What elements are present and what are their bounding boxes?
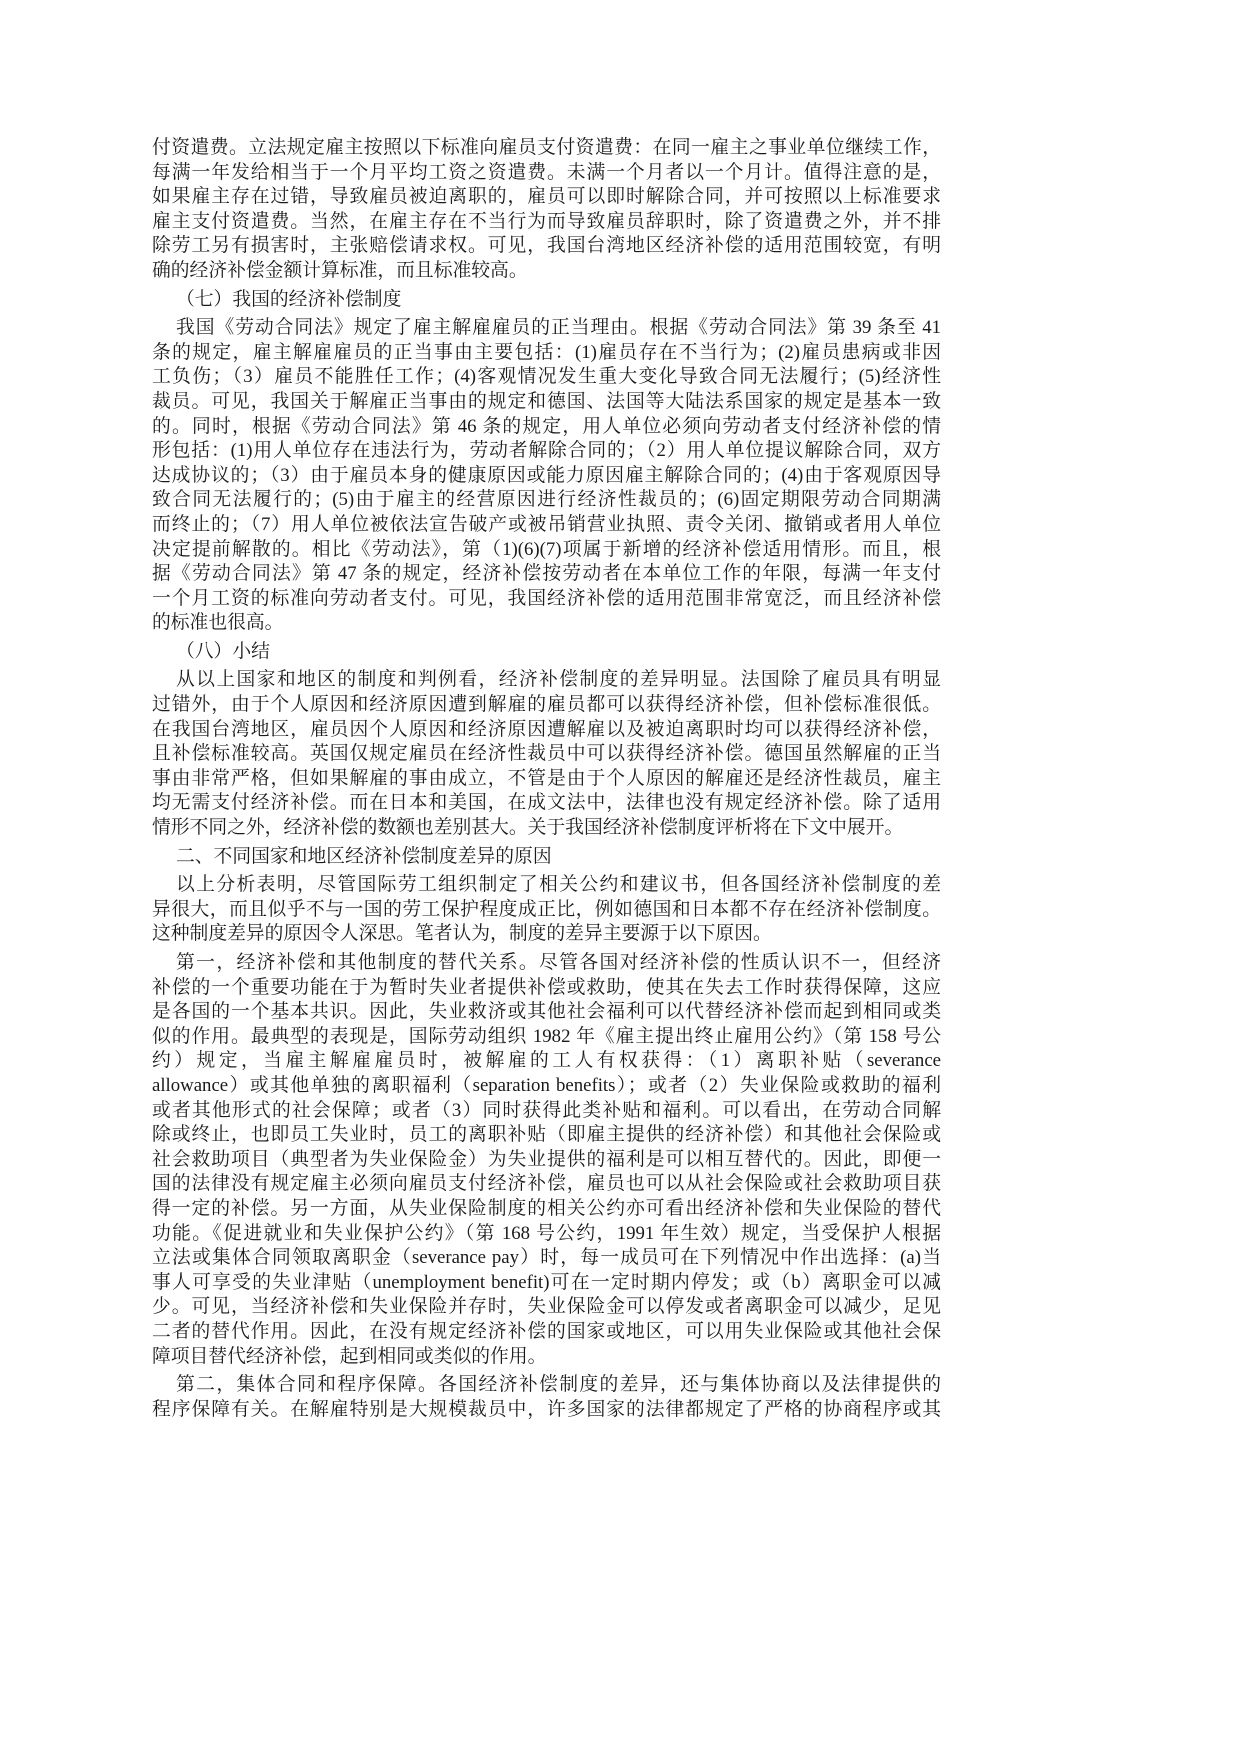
paragraph-line: 障项目替代经济补偿，起到相同或类似的作用。 (152, 1345, 547, 1367)
paragraph-line: allowance）或其他单独的离职福利（separation benefits）；或者（2）失业保险或救助的福利 (152, 1074, 941, 1096)
section-heading-text: （八）小结 (176, 640, 270, 662)
paragraph (152, 668, 941, 840)
paragraph-line: 除劳工另有损害时，主张赔偿请求权。可见，我国台湾地区经济补偿的适用范围较宽，有明 (152, 235, 941, 257)
paragraph-line: 工负伤；（3）雇员不能胜任工作；(4)客观情况发生重大变化导致合同无法履行；(5)经济性 (152, 366, 941, 388)
paragraph-line: 第二，集体合同和程序保障。各国经济补偿制度的差异，还与集体协商以及法律提供的 (176, 1374, 941, 1396)
paragraph-line: 的。同时，根据《劳动合同法》第 46 条的规定，用人单位必须向劳动者支付经济补偿的情 (152, 415, 941, 437)
paragraph (152, 316, 941, 636)
section-heading (152, 288, 941, 313)
paragraph-line: 二者的替代作用。因此，在没有规定经济补偿的国家或地区，可以用失业保险或其他社会保 (152, 1320, 941, 1342)
paragraph-line: 情形不同之外，经济补偿的数额也差别甚大。关于我国经济补偿制度评析将在下文中展开。 (152, 817, 904, 839)
paragraph-line: 社会救助项目（典型者为失业保险金）为失业提供的福利是可以相互替代的。因此，即便一 (152, 1148, 941, 1170)
paragraph-line: 立法或集体合同领取离职金（severance pay）时，每一成员可在下列情况中作出选择：(a)当 (152, 1247, 941, 1269)
paragraph-line: 确的经济补偿金额计算标准，而且标准较高。 (152, 259, 528, 281)
paragraph-line: 如果雇主存在过错，导致雇员被迫离职的，雇员可以即时解除合同，并可按照以上标准要求 (152, 186, 941, 208)
paragraph-line: 的标准也很高。 (152, 612, 284, 634)
paragraph-line: 得一定的补偿。另一方面，从失业保险制度的相关公约亦可看出经济补偿和失业保险的替代 (152, 1197, 941, 1219)
paragraph-line: 异很大，而且似乎不与一国的劳工保护程度成正比，例如德国和日本都不存在经济补偿制度。 (152, 898, 941, 920)
paragraph-line: 或者其他形式的社会保障；或者（3）同时获得此类补贴和福利。可以看出，在劳动合同解 (152, 1099, 941, 1121)
paragraph-line: 我国《劳动合同法》规定了雇主解雇雇员的正当理由。根据《劳动合同法》第 39 条至 41 (176, 317, 941, 339)
paragraph-line: 第一，经济补偿和其他制度的替代关系。尽管各国对经济补偿的性质认识不一，但经济 (176, 952, 941, 973)
paragraph-line: 从以上国家和地区的制度和判例看，经济补偿制度的差异明显。法国除了雇员具有明显 (176, 669, 941, 691)
paragraph-line: 裁员。可见，我国关于解雇正当事由的规定和德国、法国等大陆法系国家的规定是基本一致 (152, 390, 941, 412)
paragraph-line: 国的法律没有规定雇主必须向雇员支付经济补偿，雇员也可以从社会保险或社会救助项目获 (152, 1173, 941, 1195)
paragraph-line: 是各国的一个基本共识。因此，失业救济或其他社会福利可以代替经济补偿而起到相同或类 (152, 1001, 941, 1023)
paragraph-line: 致合同无法履行的；(5)由于雇主的经营原因进行经济性裁员的；(6)固定期限劳动合同期满 (152, 489, 941, 511)
section-heading-text: （七）我国的经济补偿制度 (176, 288, 402, 310)
paragraph-line: 决定提前解散的。相比《劳动法》，第（1)(6)(7)项属于新增的经济补偿适用情形。而且，根 (152, 538, 941, 560)
paragraph-line: 雇主支付资遣费。当然，在雇主存在不当行为而导致雇员辞职时，除了资遣费之外，并不排 (152, 210, 941, 232)
paragraph-line: 少。可见，当经济补偿和失业保险并存时，失业保险金可以停发或者离职金可以减少，足见 (152, 1296, 941, 1318)
paragraph-line: 在我国台湾地区，雇员因个人原因和经济原因遭解雇以及被迫离职时均可以获得经济补偿， (152, 718, 941, 740)
paragraph-line: 形包括：(1)用人单位存在违法行为，劳动者解除合同的；（2）用人单位提议解除合同，双方 (152, 440, 941, 462)
paragraph-line: 似的作用。最典型的表现是，国际劳动组织 1982 年《雇主提出终止雇用公约》（第 158 号公 (152, 1025, 941, 1047)
paragraph-line: 付资遣费。立法规定雇主按照以下标准向雇员支付资遣费：在同一雇主之事业单位继续工作， (152, 137, 941, 158)
paragraph-line: 补偿的一个重要功能在于为暂时失业者提供补偿或救助，使其在失去工作时获得保障，这应 (152, 976, 941, 998)
body-text (152, 136, 941, 1422)
paragraph-line: 约）规定，当雇主解雇雇员时，被解雇的工人有权获得：（1）离职补贴（severance (152, 1050, 941, 1072)
paragraph-line: 功能。《促进就业和失业保护公约》（第 168 号公约，1991 年生效）规定，当受保护人根据 (152, 1222, 941, 1244)
section-heading (152, 640, 941, 665)
paragraph (152, 951, 941, 1369)
paragraph-line: 一个月工资的标准向劳动者支付。可见，我国经济补偿的适用范围非常宽泛，而且经济补偿 (152, 587, 941, 609)
paragraph-line: 据《劳动合同法》第 47 条的规定，经济补偿按劳动者在本单位工作的年限，每满一年支付 (152, 563, 941, 585)
paragraph-line: 均无需支付经济补偿。而在日本和美国，在成文法中，法律也没有规定经济补偿。除了适用 (152, 792, 941, 814)
paragraph-line: 且补偿标准较高。英国仅规定雇员在经济性裁员中可以获得经济补偿。德国虽然解雇的正当 (152, 743, 941, 765)
paragraph-line: 过错外，由于个人原因和经济原因遭到解雇的雇员都可以获得经济补偿，但补偿标准很低。 (152, 694, 941, 716)
paragraph-line: 条的规定，雇主解雇雇员的正当事由主要包括：(1)雇员存在不当行为；(2)雇员患病或非因 (152, 341, 941, 363)
paragraph-line: 事人可享受的失业津贴（unemployment benefit)可在一定时期内停发；或（b）离职金可以减 (152, 1271, 941, 1293)
paragraph-line: 每满一年发给相当于一个月平均工资之资遣费。未满一个月者以一个月计。值得注意的是， (152, 161, 941, 183)
paragraph-line: 达成协议的；（3）由于雇员本身的健康原因或能力原因雇主解除合同的；(4)由于客观原因导 (152, 464, 941, 486)
paragraph-line: 除或终止，也即员工失业时，员工的离职补贴（即雇主提供的经济补偿）和其他社会保险或 (152, 1124, 941, 1146)
section-heading-text: 二、不同国家和地区经济补偿制度差异的原因 (176, 845, 552, 867)
paragraph-line: 而终止的；（7）用人单位被依法宣告破产或被吊销营业执照、责令关闭、撤销或者用人单位 (152, 513, 941, 535)
section-heading (152, 845, 941, 870)
paragraph-line: 事由非常严格，但如果解雇的事由成立，不管是由于个人原因的解雇还是经济性裁员，雇主 (152, 767, 941, 789)
paragraph-line: 以上分析表明，尽管国际劳工组织制定了相关公约和建议书，但各国经济补偿制度的差 (176, 874, 941, 896)
paragraph-line: 程序保障有关。在解雇特别是大规模裁员中，许多国家的法律都规定了严格的协商程序或其 (152, 1398, 941, 1420)
paragraph (152, 873, 941, 947)
paragraph-line: 这种制度差异的原因令人深思。笔者认为，制度的差异主要源于以下原因。 (152, 923, 772, 945)
paragraph (152, 136, 941, 284)
paragraph (152, 1373, 941, 1422)
